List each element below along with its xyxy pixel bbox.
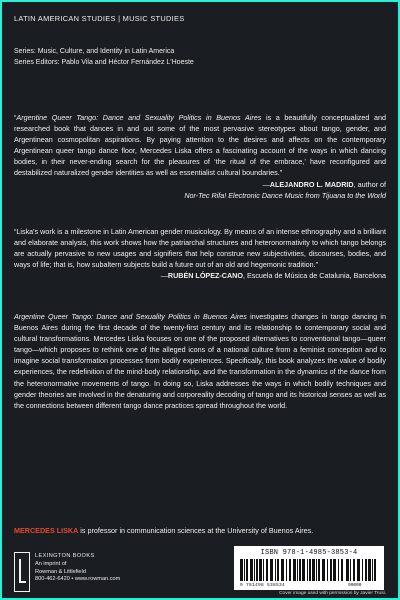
series-info [14, 46, 194, 68]
dash: — [262, 179, 270, 189]
lexington-logo-icon [14, 552, 30, 592]
review-quote-2 [14, 226, 386, 281]
isbn-label: ISBN 978-1-4985-3853-4 [260, 549, 358, 557]
barcode-box [234, 546, 384, 590]
quote2-text: “Liska's work is a milestone in Latin American gender musicology. By means of an intense ethnography and a brilliant and elaborate analysis, this work shows how the patriarchal structures and heteronormativity to which tango belongs are actually pervasive to new usages and signifiers that help construe new subjectivities, discourses, bodies, and ways of life; that is, how subaltern subjects build a future out of an old and hegemonic tradition.” [14, 227, 386, 270]
quote1-attribution [14, 179, 386, 190]
cover-credit: Cover image used with permission by Javier Trusi. [279, 591, 386, 596]
publisher-line2: An imprint of [35, 560, 67, 567]
publisher-info [35, 553, 120, 584]
quote1-work-title: Nor-Tec Rifa! Electronic Dance Music from Tijuana to the World [184, 190, 386, 200]
dash: — [160, 271, 168, 281]
author-bio-text: is professor in communication sciences at the University of Buenos Aires. [78, 526, 314, 535]
quote2-affiliation: , Escuela de Música de Catalunia, Barcelona [242, 271, 386, 281]
review-quote-1 [14, 112, 386, 201]
author-name: MERCEDES LISKA [14, 526, 79, 535]
publisher-contact: 800-462-6420 • www.rowman.com [35, 576, 121, 583]
quote1-author: ALEJANDRO L. MADRID [269, 179, 354, 189]
quote1-work [14, 190, 386, 201]
author-bio [14, 526, 386, 535]
quote2-attribution [14, 270, 386, 281]
price-barcode-icon [346, 559, 378, 582]
quote1-body: is a beautifully conceptualized and researched book that dances in and out some of the most pervasive stereotypes about tango, gender, and Argentinean cosmopolitan aspirations. By paying attention to the desires and affects on the contemporary Argentinean queer tango dance floor, Mercedes Liska offers a fascinating account of the ways in which dancing bodies, in their never-ending search for the pleasures of ‘the ritual of the embrace,’ have reconfigured and destabilized naturalized gender identities as well as essentialist cultural boundaries.” [14, 113, 386, 178]
quote2-author: RUBÉN LÓPEZ-CANO [167, 271, 243, 281]
publisher-line3: Rowman & Littlefield [35, 568, 86, 575]
category-label: LATIN AMERICAN STUDIES | MUSIC STUDIES [14, 14, 185, 23]
quote1-text [14, 112, 386, 179]
description-book-title: Argentine Queer Tango: Dance and Sexuality Politics in Buenos Aires [14, 312, 247, 321]
publisher-block [14, 552, 120, 592]
quote1-book-title: Argentine Queer Tango: Dance and Sexuality Politics in Buenos Aires [16, 113, 262, 122]
publisher-brand: LEXINGTON BOOKS [35, 553, 95, 559]
series-line: Series: Music, Culture, and Identity in Latin America [14, 48, 175, 55]
barcode-icon [240, 559, 344, 582]
editors-line: Series Editors: Pablo Vila and Héctor Fernández L'Hoeste [14, 59, 194, 66]
open-quote: “ [14, 113, 17, 122]
description-body: investigates changes in tango dancing in Buenos Aires during the first decade of the twenty-first century and its relationship to contemporary social and cultural transformations. Mercedes Liska focuses on one of the proposed alternatives to conventional tango—queer tango—which proposes to rethink one of the alleged icons of a national culture from a feminist conception and to imagine social transformation processes from bodily experiences. Specifically, this book analyzes the value of bodily experiences, the redefinition of the mind-body relationship, and the transformation in the dynamics of the dance from the heteronormative movements of tango. In doing so, Liska addresses the ways in which bodily techniques and gender theories are involved in the denaturing and corporeality decoding of tango and its historical senses as well as the connections between different tango dance practices spread throughout the world. [14, 312, 387, 410]
author-tail: , author of [353, 179, 386, 189]
price-digits: 90000 [348, 583, 362, 588]
barcode-digits: 9 781498 538534 [240, 583, 286, 588]
book-description [14, 311, 386, 411]
